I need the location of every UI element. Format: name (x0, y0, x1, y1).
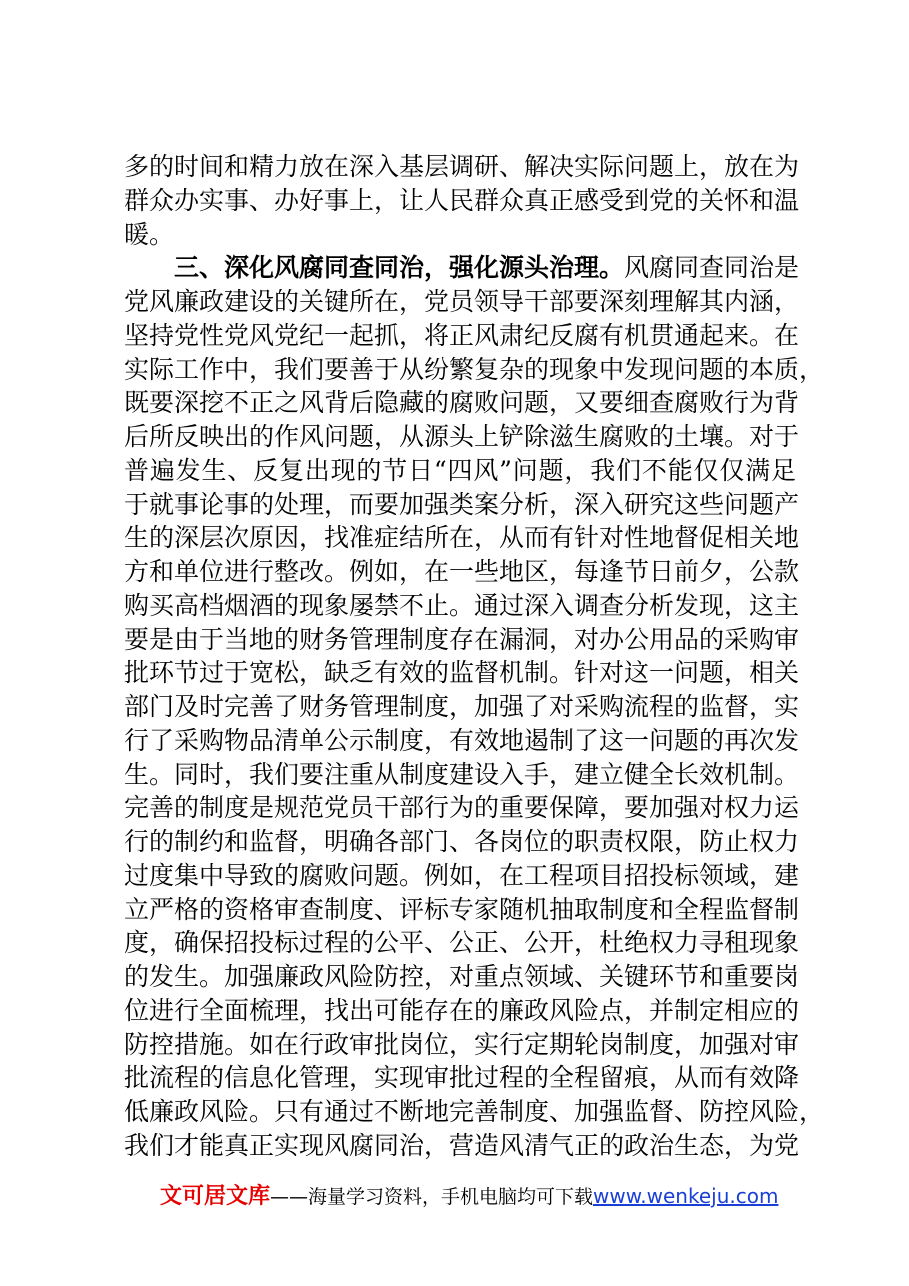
body-line: 实际工作中，我们要善于从纷繁复杂的现象中发现问题的本质， (124, 354, 825, 384)
body-line: 完善的制度是规范党员干部行为的重要保障，要加强对权力运 (124, 793, 800, 823)
footer-banner (160, 1183, 780, 1210)
body-line: 部门及时完善了财务管理制度，加强了对采购流程的监督，实 (124, 692, 800, 721)
body-line: 立严格的资格审查制度、评标专家随机抽取制度和全程监督制 (124, 894, 800, 924)
body-line: 生。同时，我们要注重从制度建设入手，建立健全长效机制。 (124, 759, 800, 789)
body-line: 批环节过于宽松，缺乏有效的监督机制。针对这一问题，相关 (124, 658, 800, 688)
body-line: 普遍发生、反复出现的节日“四风”问题，我们不能仅仅满足 (124, 455, 796, 485)
website-link[interactable]: www.wenkeju.com (593, 1184, 779, 1208)
section-heading: 三、深化风腐同查同治，强化源头治理。 (174, 253, 625, 283)
body-line: 的发生。加强廉政风险防控，对重点领域、关键环节和重要岗 (124, 962, 800, 991)
body-line: 要是由于当地的财务管理制度存在漏洞，对办公用品的采购审 (124, 624, 800, 654)
body-line: 坚持党性党风党纪一起抓，将正风肃纪反腐有机贯通起来。在 (124, 320, 800, 350)
body-line: 群众办实事、办好事上，让人民群众真正感受到党的关怀和温 (124, 185, 800, 215)
body-line: 行的制约和监督，明确各部门、各岗位的职责权限，防止权力 (124, 827, 800, 856)
body-line: 行了采购物品清单公示制度，有效地遏制了这一问题的再次发 (124, 725, 800, 755)
brand-name: 文可居文库 (160, 1184, 271, 1209)
body-line: 防控措施。如在行政审批岗位，实行定期轮岗制度，加强对审 (124, 1029, 800, 1059)
body-line: 多的时间和精力放在深入基层调研、解决实际问题上，放在为 (124, 152, 800, 181)
body-line: 于就事论事的处理，而要加强类案分析，深入研究这些问题产 (124, 489, 800, 519)
body-line: 批流程的信息化管理，实现审批过程的全程留痕，从而有效降 (124, 1063, 800, 1093)
body-line: 低廉政风险。只有通过不断地完善制度、加强监督、防控风险， (124, 1097, 825, 1126)
section-heading-line (124, 251, 800, 285)
body-line: 我们才能真正实现风腐同治，营造风清气正的政治生态，为党 (124, 1130, 800, 1160)
section-first-line-text: 风腐同查同治是 (624, 253, 800, 283)
footer-slogan: ——海量学习资料，手机电脑均可下载 (270, 1186, 594, 1208)
body-line: 方和单位进行整改。例如，在一些地区，每逢节日前夕，公款 (124, 557, 800, 586)
body-line: 购买高档烟酒的现象屡禁不止。通过深入调查分析发现，这主 (124, 590, 800, 620)
body-line: 既要深挖不正之风背后隐藏的腐败问题，又要细查腐败行为背 (124, 388, 800, 418)
document-body (124, 150, 825, 1163)
body-line: 党风廉政建设的关键所在，党员领导干部要深刻理解其内涵， (124, 287, 800, 316)
body-line: 后所反映出的作风问题，从源头上铲除滋生腐败的土壤。对于 (124, 422, 800, 451)
body-line: 过度集中导致的腐败问题。例如，在工程项目招投标领域，建 (124, 860, 800, 890)
body-line: 生的深层次原因，找准症结所在，从而有针对性地督促相关地 (124, 523, 800, 553)
body-line: 位进行全面梳理，找出可能存在的廉政风险点，并制定相应的 (124, 995, 800, 1025)
body-line: 暖。 (124, 219, 175, 249)
body-line: 度，确保招投标过程的公平、公正、公开，杜绝权力寻租现象 (124, 928, 800, 958)
